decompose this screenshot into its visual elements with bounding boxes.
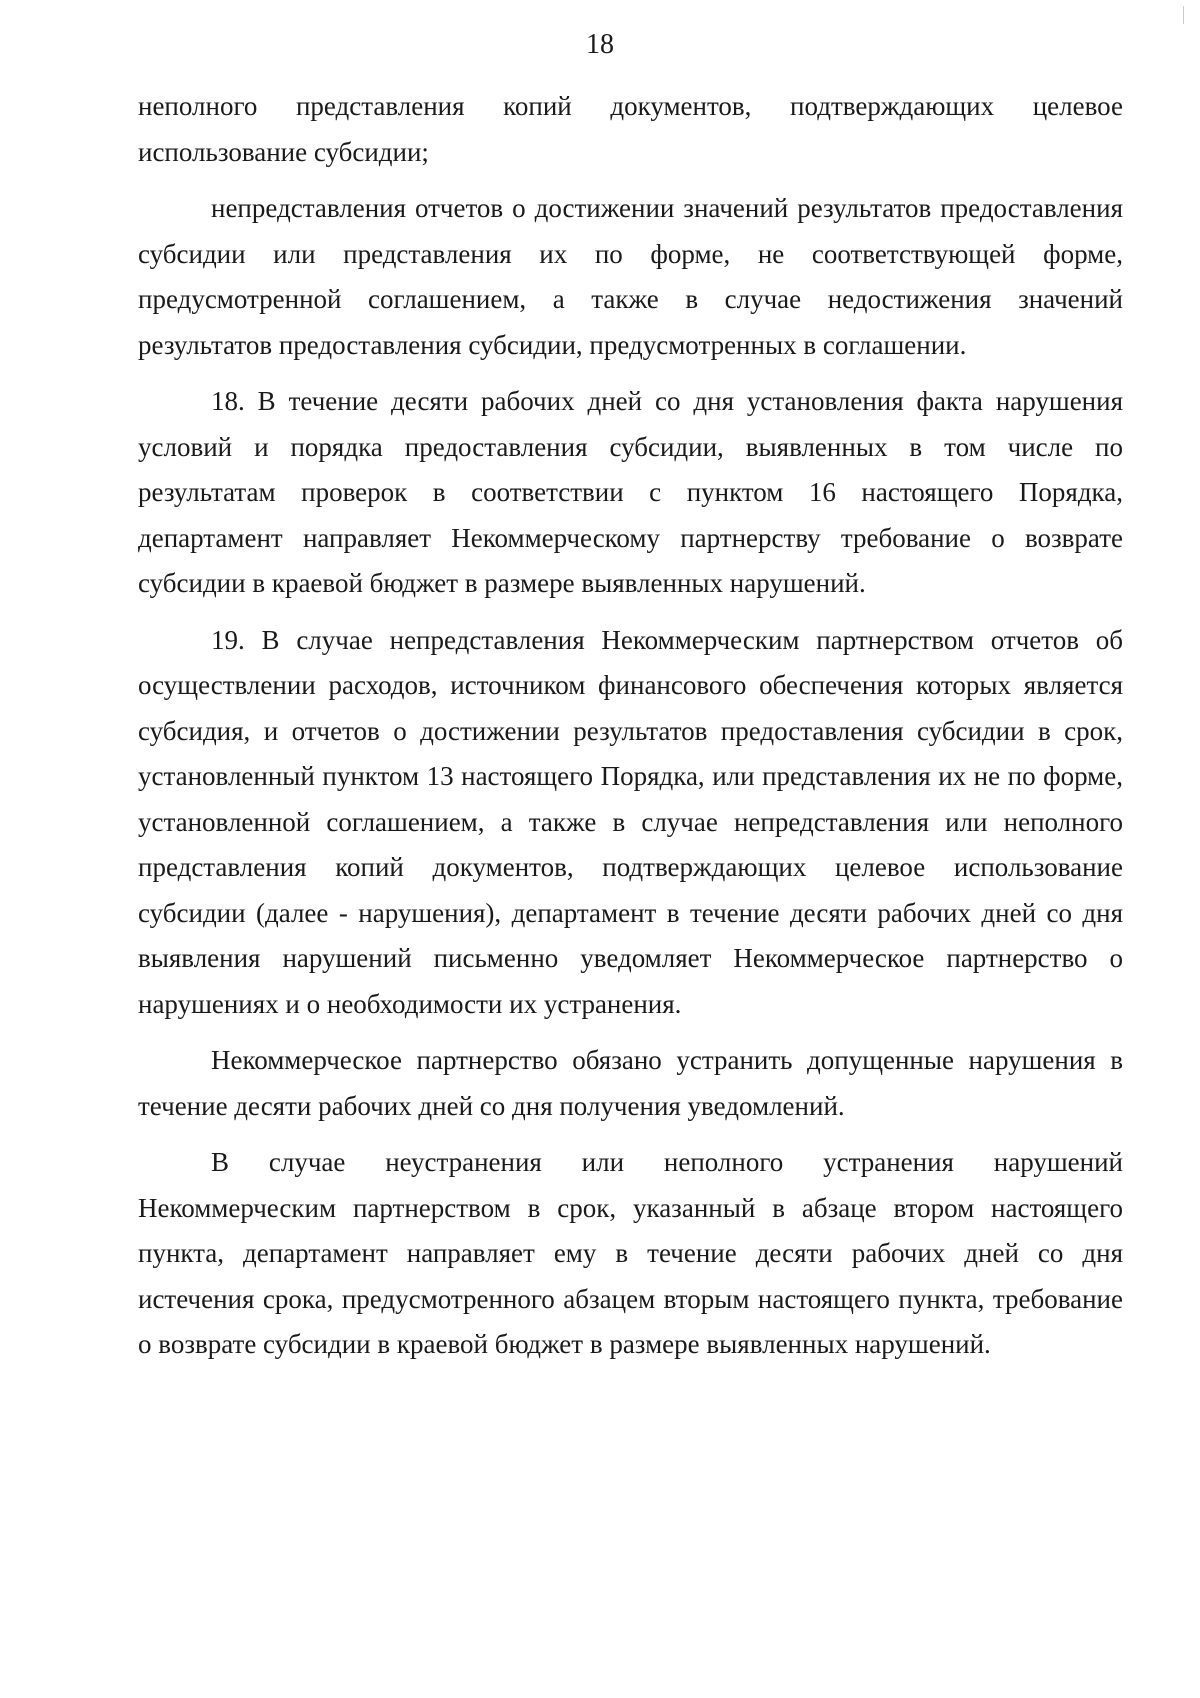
- paragraph-obligation-to-remedy: Некоммерческое партнерство обязано устранить допущенные нарушения в течение десяти рабочих дней со дня получения уведомлений.: [138, 1045, 1123, 1121]
- paragraph-incomplete-copies: неполного представления копий документов, подтверждающих целевое использование субсидии;: [138, 91, 1123, 167]
- scan-edge-mark: [1183, 6, 1184, 24]
- paragraph-failure-to-remedy: В случае неустранения или неполного устранения нарушений Некоммерческим партнерством в срок, указанный в абзаце втором настоящего пункта, департамент направляет ему в течение десяти рабочих дней со дня истечения срока, предусмотренного абзацем вторым настоящего пункта, требование о возврате субсидии в краевой бюджет в размере выявленных нарушений.: [138, 1147, 1123, 1359]
- paragraph-item-19: 19. В случае непредставления Некоммерческим партнерством отчетов об осуществлении расходов, источником финансового обеспечения которых является субсидия, и отчетов о достижении результатов предоставления субсидии в срок, установленный пунктом 13 настоящего Порядка, или представления их не по форме, установленной соглашением, а также в случае непредставления или неполного представления копий документов, подтверждающих целевое использование субсидии (далее - нарушения), департамент в течение десяти рабочих дней со дня выявления нарушений письменно уведомляет Некоммерческое партнерство о нарушениях и о необходимости их устранения.: [138, 624, 1123, 1019]
- document-body: [138, 84, 1123, 1379]
- paragraph-non-submission-reports: непредставления отчетов о достижении значений результатов предоставления субсидии или представления их по форме, не соответствующей форме, предусмотренной соглашением, а также в случае недостижения значений результатов предоставления субсидии, предусмотренных в соглашении.: [138, 193, 1123, 360]
- paragraph-item-18: 18. В течение десяти рабочих дней со дня установления факта нарушения условий и порядка предоставления субсидии, выявленных в том числе по результатам проверок в соответствии с пунктом 16 настоящего Порядка, департамент направляет Некоммерческому партнерству требование о возврате субсидии в краевой бюджет в размере выявленных нарушений.: [138, 386, 1123, 598]
- page-number: 18: [586, 29, 614, 60]
